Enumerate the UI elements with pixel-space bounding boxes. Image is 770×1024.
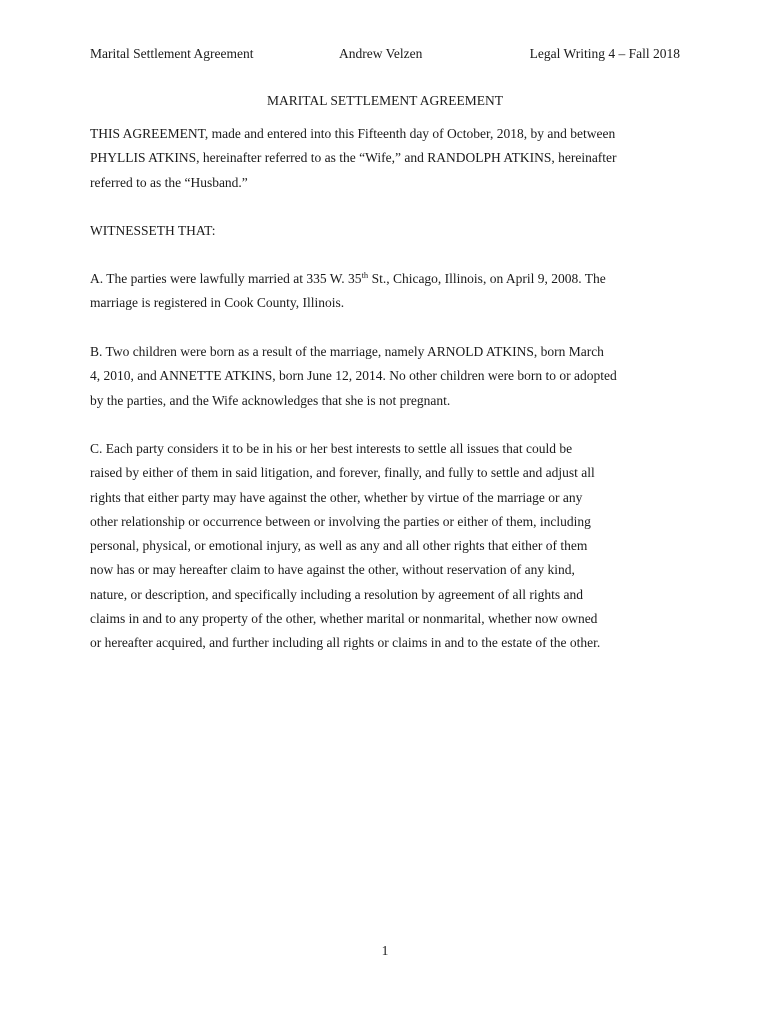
paragraph-c [90, 437, 682, 656]
ordinal-suffix: th [361, 270, 369, 280]
paragraph-b [90, 340, 682, 413]
paragraph-a-text: St., Chicago, Illinois, on April 9, 2008. The [368, 271, 606, 286]
running-header [90, 46, 680, 66]
paragraph-c-line: claims in and to any property of the other, whether marital or nonmarital, whether now owned [90, 611, 598, 627]
intro-line: PHYLLIS ATKINS, hereinafter referred to as the “Wife,” and RANDOLPH ATKINS, hereinafter [90, 150, 617, 166]
intro-line: THIS AGREEMENT, made and entered into this Fifteenth day of October, 2018, by and between [90, 126, 616, 141]
paragraph-b-line: B. Two children were born as a result of the marriage, namely ARNOLD ATKINS, born March [90, 344, 604, 359]
paragraph-c-line: raised by either of them in said litigation, and forever, finally, and fully to settle and adjust all [90, 465, 595, 481]
witnesseth-heading [90, 219, 682, 243]
paragraph-c-line: other relationship or occurrence between or involving the parties or either of them, including [90, 513, 591, 529]
paragraph-a [90, 267, 682, 316]
paragraph-c-line: now has or may hereafter claim to have against the other, without reservation of any kind, [90, 562, 575, 578]
paragraph-a-text: A. The parties were lawfully married at 335 W. 35 [90, 271, 362, 286]
paragraph-c-line: or hereafter acquired, and further including all rights or claims in and to the estate of the other. [90, 635, 601, 651]
page-number: 1 [381, 943, 389, 958]
paragraph-b-line: 4, 2010, and ANNETTE ATKINS, born June 12, 2014. No other children were born to or adopted [90, 368, 617, 384]
header-author: Andrew Velzen [339, 46, 423, 61]
intro-line: referred to as the “Husband.” [90, 174, 248, 190]
document-title: MARITAL SETTLEMENT AGREEMENT [267, 93, 503, 108]
intro-paragraph [90, 122, 682, 195]
paragraph-b-line: by the parties, and the Wife acknowledges that she is not pregnant. [90, 392, 451, 408]
paragraph-c-line: C. Each party considers it to be in his or her best interests to settle all issues that could be [90, 441, 573, 456]
header-course: Legal Writing 4 – Fall 2018 [529, 46, 680, 61]
paragraph-c-line: personal, physical, or emotional injury, as well as any and all other rights that either of them [90, 538, 588, 554]
header-document-title: Marital Settlement Agreement [90, 46, 254, 61]
paragraph-a-line: marriage is registered in Cook County, Illinois. [90, 295, 345, 311]
witnesseth-text: WITNESSETH THAT: [90, 223, 216, 238]
paragraph-a-line [90, 267, 682, 291]
paragraph-c-line: nature, or description, and specifically including a resolution by agreement of all rights and [90, 586, 583, 602]
paragraph-c-line: rights that either party may have against the other, whether by virtue of the marriage or any [90, 489, 583, 505]
